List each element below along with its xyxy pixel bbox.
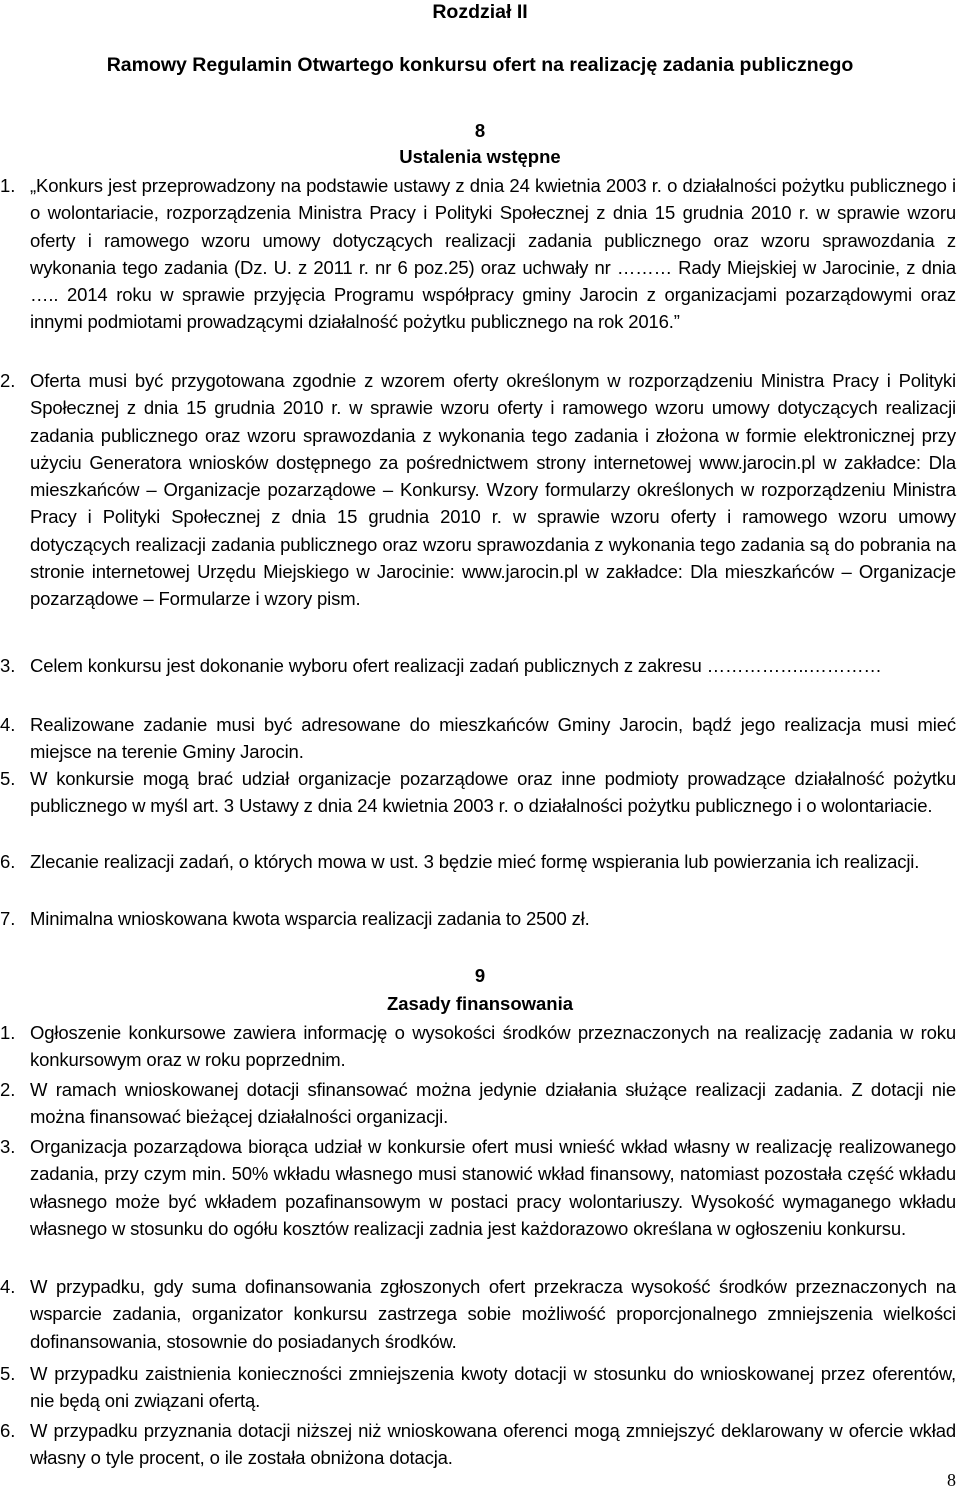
item-text: W przypadku przyznania dotacji niższej niż wnioskowana oferenci mogą zmniejszyć deklarowany w ofercie wkład własny o tyle procent, o ile została obniżona dotacja. [30,1420,956,1469]
item-number: 5. [0,1363,16,1384]
item-number: 4. [0,714,16,735]
item-number: 3. [0,1136,16,1157]
section-9-heading: Zasady finansowania [386,993,574,1014]
item-text: Oferta musi być przygotowana zgodnie z wzorem oferty określonym w rozporządzeniu Ministra Pracy i Polityki Społecznej z dnia 15 grudnia 2010 r. w sprawie wzoru oferty i ramowego wzoru umowy dotyczących realizacji zadania publicznego oraz wzoru sprawozdania z wykonania tego zadania i złożona w formie elektronicznej przy użyciu Generatora wniosków dostępnego za pośrednictwem strony internetowej www.jarocin.pl w zakładce: Dla mieszkańców – Organizacje pozarządowe – Konkursy. Wzory formularzy określonych w rozporządzeniu Ministra Pracy i Polityki Społecznej z dnia 15 grudnia 2010 r. w sprawie wzoru oferty i ramowego wzoru umowy dotyczących realizacji zadania publicznego oraz wzoru sprawozdania z wykonania tego zadania są do pobrania na stronie internetowej Urzędu Miejskiego w Jarocinie: www.jarocin.pl w zakładce: Dla mieszkańców – Organizacje pozarządowe – Formularze i wzory pism. [30,370,956,610]
item-text: Organizacja pozarządowa biorąca udział w konkursie ofert musi wnieść wkład własny w realizację realizowanego zadania, przy czym min. 50% wkładu własnego musi stanowić wkład finansowy, natomiast pozostała część wkładu własnego może być wkładem pozafinansowym w postaci pracy wolontariuszy. Wysokość wymaganego wkładu własnego w stosunku do ogółu kosztów realizacji zadnia jest każdorazowo określana w ogłoszeniu konkursu. [30,1136,956,1239]
item-number: 4. [0,1276,16,1297]
item-number: 1. [0,175,16,196]
item-text: Realizowane zadanie musi być adresowane do mieszkańców Gminy Jarocin, bądź jego realizacja musi mieć miejsce na terenie Gminy Jarocin. [30,714,956,763]
item-text: Ogłoszenie konkursowe zawiera informację o wysokości środków przeznaczonych na realizację zadania w roku konkursowym oraz w roku poprzednim. [30,1022,956,1071]
item-number: 6. [0,851,16,872]
item-number: 7. [0,908,16,929]
item-text: W konkursie mogą brać udział organizacje pozarządowe oraz inne podmioty prowadzące działalność pożytku publicznego w myśl art. 3 Ustawy z dnia 24 kwietnia 2003 r. o działalności pożytku publicznego i o wolontariacie. [30,768,956,817]
item-text: Celem konkursu jest dokonanie wyboru ofert realizacji zadań publicznych z zakresu ……………..………… [30,655,882,676]
item-number: 2. [0,1079,16,1100]
item-text: W przypadku, gdy suma dofinansowania zgłoszonych ofert przekracza wysokość środków przeznaczonych na wsparcie zadania, organizator konkursu zastrzega sobie możliwość proporcjonalnego zmniejszenia wielkości dofinansowania, stosownie do posiadanych środków. [30,1276,956,1352]
section-9-symbol: 9 [474,965,486,986]
item-number: 3. [0,655,16,676]
item-text: W ramach wnioskowanej dotacji sfinansować można jedynie działania służące realizacji zadania. Z dotacji nie można finansować bieżącej działalności organizacji. [30,1079,956,1128]
item-text: Zlecanie realizacji zadań, o których mowa w ust. 3 będzie mieć formę wspierania lub powierzania ich realizacji. [30,851,920,872]
section-8-heading: Ustalenia wstępne [399,146,561,167]
chapter-title: Rozdział II [432,1,528,23]
section-8-symbol: 8 [474,120,486,141]
item-number: 6. [0,1420,16,1441]
item-number: 2. [0,370,16,391]
regulation-title: Ramowy Regulamin Otwartego konkursu ofert na realizację zadania publicznego [106,54,854,76]
item-number: 5. [0,768,16,789]
item-text: „Konkurs jest przeprowadzony na podstawie ustawy z dnia 24 kwietnia 2003 r. o działalności pożytku publicznego i o wolontariacie, rozporządzenia Ministra Pracy i Polityki Społecznej z dnia 15 grudnia 2010 r. w sprawie wzoru oferty i ramowego wzoru umowy dotyczących realizacji zadania publicznego oraz wzoru sprawozdania z wykonania tego zadania (Dz. U. z 2011 r. nr 6 poz.25) oraz uchwały nr ……… Rady Miejskiej w Jarocinie, z dnia ….. 2014 roku w sprawie przyjęcia Programu współpracy gminy Jarocin z organizacjami pozarządowymi oraz innymi podmiotami prowadzącymi działalność pożytku publicznego na rok 2016.” [30,175,956,333]
page-number: 8 [947,1470,956,1490]
item-number: 1. [0,1022,16,1043]
item-text: W przypadku zaistnienia konieczności zmniejszenia kwoty dotacji w stosunku do wnioskowanej przez oferentów, nie będą oni związani ofertą. [30,1363,956,1412]
item-text: Minimalna wnioskowana kwota wsparcia realizacji zadania to 2500 zł. [30,908,590,929]
